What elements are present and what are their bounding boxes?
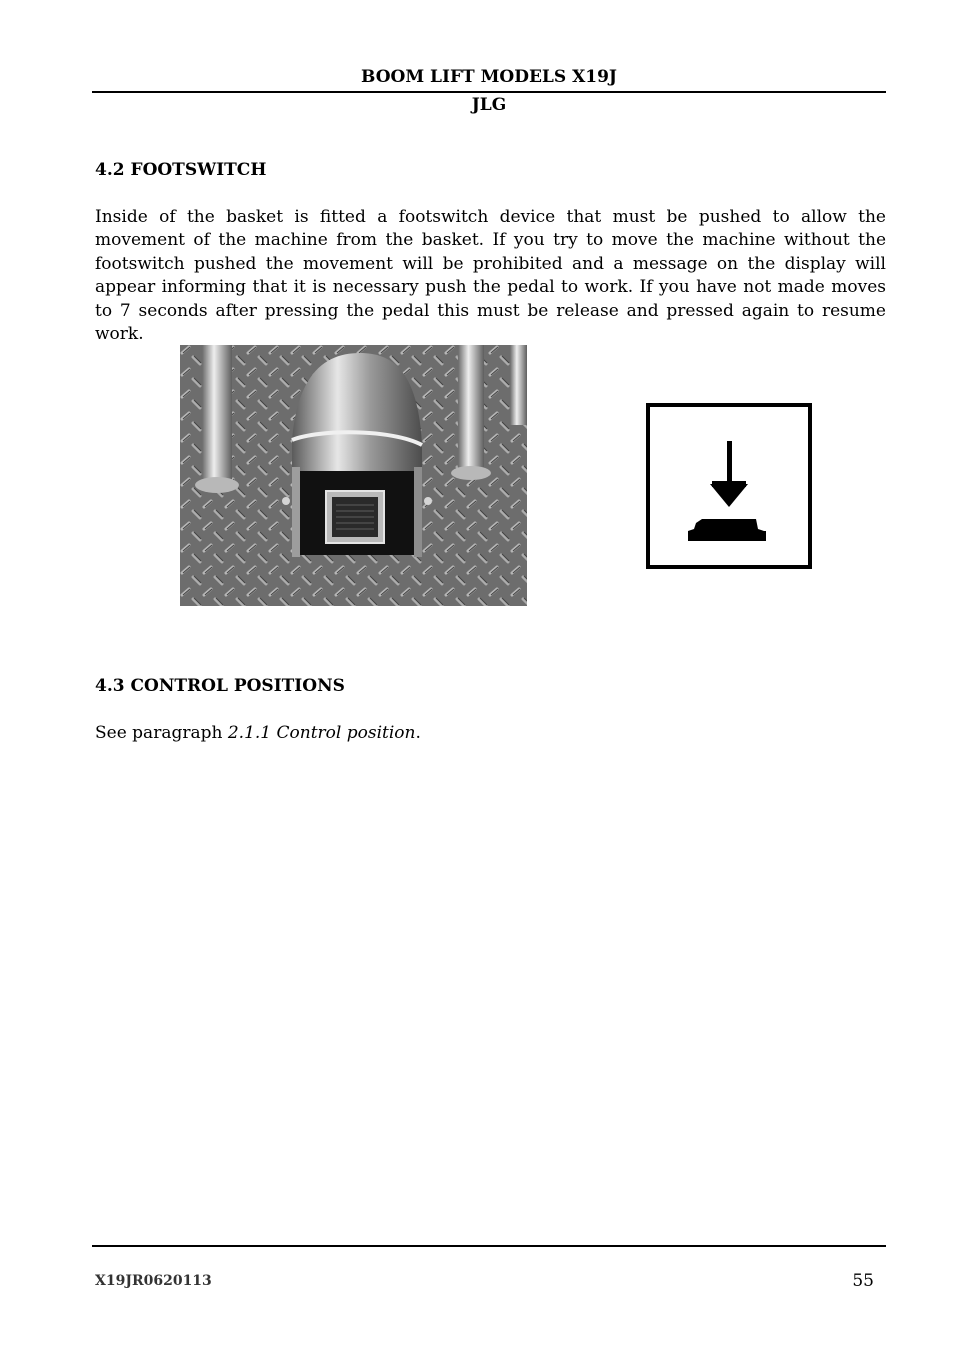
footswitch-paragraph: Inside of the basket is fitted a footswitch device that must be pushed to allow the movement of the machine from the basket. If you try to move the machine without the footswitch pushed the movement will be prohibited and a message on the display will appear informing that it is necessary push the pedal to work. If you have not made moves to 7 seconds after pressing the pedal this must be release and pressed again to resume work. — [95, 207, 886, 345]
page-number: 55 — [852, 1271, 874, 1291]
footswitch-press-icon — [650, 407, 808, 565]
control-positions-text — [95, 722, 886, 745]
document-title: BOOM LIFT MODELS X19J — [361, 67, 617, 87]
document-code: X19JR0620113 — [95, 1273, 212, 1289]
footswitch-photo — [180, 345, 527, 606]
paragraph-reference-link[interactable]: 2.1.1 Control position — [227, 723, 416, 743]
footswitch-symbol-box — [646, 403, 812, 569]
brand-name: JLG — [471, 95, 507, 115]
section-heading-footswitch: 4.2 FOOTSWITCH — [95, 160, 267, 180]
section-heading-control-positions: 4.3 CONTROL POSITIONS — [95, 676, 345, 696]
header-divider — [92, 91, 886, 93]
reference-prefix: See paragraph — [95, 723, 228, 743]
footer-divider — [92, 1245, 886, 1247]
reference-suffix: . — [415, 723, 421, 743]
